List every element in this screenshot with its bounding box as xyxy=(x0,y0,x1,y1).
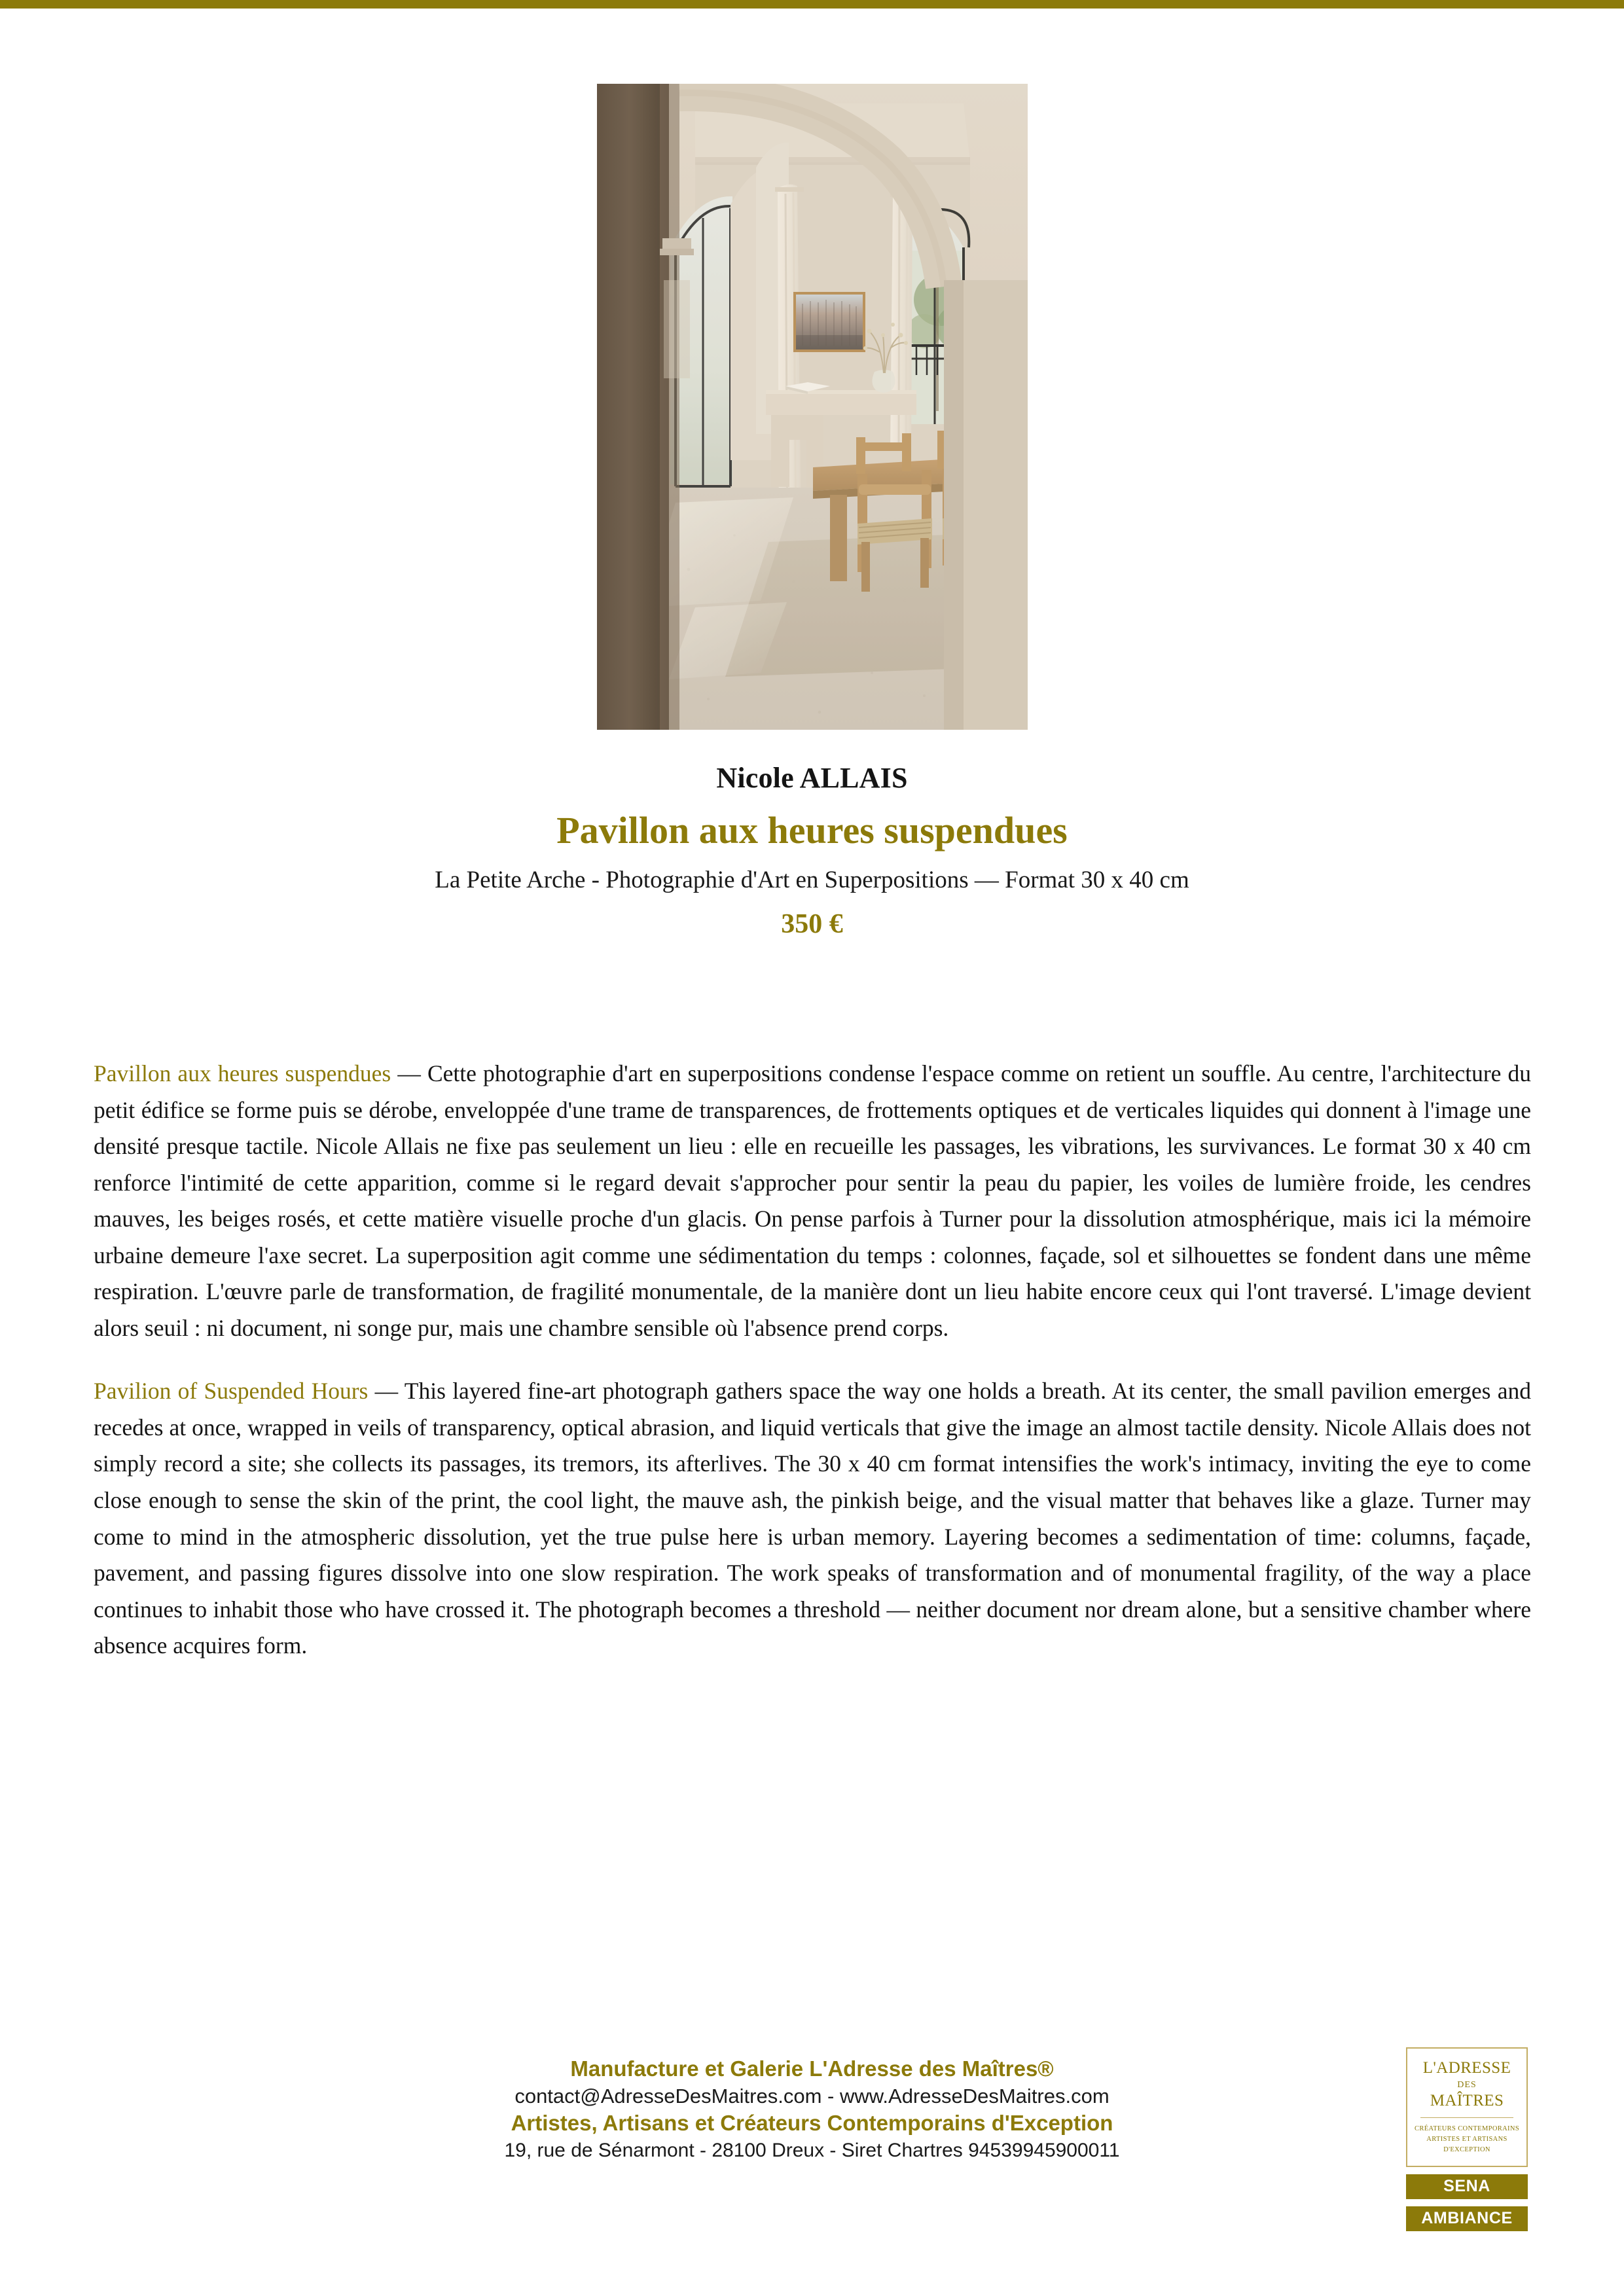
logo-line-maitres: MAÎTRES xyxy=(1430,2092,1504,2110)
footer-tagline: Artistes, Artisans et Créateurs Contemporains d'Exception xyxy=(511,2111,1113,2136)
description-text-fr: Cette photographie d'art en superpositions condense l'espace comme on retient un souffle. Au centre, l'architecture du petit édifice se forme puis se dérobe, enveloppée d'une trame de transparences, de frottements optiques et de verticales liquides qui donnent à l'image une densité presque tactile. Nicole Allais ne fixe pas seulement un lieu : elle en recueille les passages, les vibrations, les survivances. Le format 30 x 40 cm renforce l'intimité de cette apparition, comme si le regard devait s'approcher pour sentir la peau du papier, les voiles de lumière froide, les cendres mauves, les beiges rosés, et cette matière visuelle proche d'un glacis. On pense parfois à Turner pour la dissolution atmosphérique, mais ici la mémoire urbaine demeure l'axe secret. La superposition agit comme une sédimentation du temps : colonnes, façade, sol et silhouettes se fondent dans une même respiration. L'œuvre parle de transformation, de fragilité monumentale, de la manière dont un lieu habite encore ceux qui l'ont traversé. L'image devient alors seuil : ni document, ni songe pur, mais une chambre sensible où l'absence prend corps. xyxy=(94,1060,1532,1341)
badge-ambiance: AMBIANCE xyxy=(1406,2206,1528,2231)
footer-contact[interactable]: contact@AdresseDesMaitres.com - www.AdresseDesMaitres.com xyxy=(514,2084,1110,2108)
artwork-subtitle: La Petite Arche - Photographie d'Art en Superpositions — Format 30 x 40 cm xyxy=(435,867,1189,894)
logo-subline-createurs: CRÉATEURS CONTEMPORAINS xyxy=(1414,2125,1520,2132)
artwork-image-frame xyxy=(597,84,1028,730)
brand-logo-stack xyxy=(1406,2047,1528,2231)
logo-subline-exception: D'EXCEPTION xyxy=(1443,2146,1490,2154)
top-accent-bar xyxy=(0,0,1624,9)
artwork-price: 350 € xyxy=(781,909,843,940)
artwork-photo xyxy=(597,84,1028,730)
logo-divider xyxy=(1420,2117,1513,2118)
lead-term-en: Pavilion of Suspended Hours xyxy=(94,1378,369,1405)
interior-scene-illustration xyxy=(597,84,1028,730)
lead-term-fr: Pavillon aux heures suspendues xyxy=(94,1060,391,1086)
logo-line-adresse: L'ADRESSE xyxy=(1422,2059,1511,2077)
description-paragraph-fr xyxy=(94,1056,1531,1346)
lead-separator-fr: — xyxy=(391,1060,427,1086)
description-paragraph-en xyxy=(94,1373,1531,1664)
logo-line-des: DES xyxy=(1457,2080,1477,2090)
artist-name: Nicole ALLAIS xyxy=(716,762,908,794)
description-section xyxy=(94,1056,1531,1664)
footer-company: Manufacture et Galerie L'Adresse des Maîtres® xyxy=(570,2056,1054,2081)
page-title: Pavillon aux heures suspendues xyxy=(556,809,1068,852)
adresse-des-maitres-logo xyxy=(1406,2047,1528,2167)
lead-separator-en: — xyxy=(368,1378,405,1405)
description-text-en: This layered fine-art photograph gathers space the way one holds a breath. At its center, the small pavilion emerges and recedes at once, wrapped in veils of transparency, optical abrasion, and liquid verticals that give the image an almost tactile density. Nicole Allais does not simply record a site; she collects its passages, its tremors, its afterlives. The 30 x 40 cm format intensifies the work's intimacy, inviting the eye to come close enough to sense the skin of the print, the cool light, the mauve ash, the pinkish beige, and the visual matter that behaves like a glaze. Turner may come to mind in the atmospheric dissolution, yet the true pulse here is urban memory. Layering becomes a sedimentation of time: columns, façade, pavement, and passing figures dissolve into one slow respiration. The work speaks of transformation and of monumental fragility, of the way a place continues to inhabit those who have crossed it. The photograph becomes a threshold — neither document nor dream alone, but a sensitive chamber where absence acquires form. xyxy=(94,1378,1532,1659)
badge-sena: SENA xyxy=(1406,2174,1528,2199)
page-footer xyxy=(0,2055,1624,2163)
artwork-header xyxy=(0,762,1624,941)
footer-address: 19, rue de Sénarmont - 28100 Dreux - Siret Chartres 94539945900011 xyxy=(504,2140,1120,2162)
logo-subline-artistes: ARTISTES ET ARTISANS xyxy=(1426,2135,1507,2143)
